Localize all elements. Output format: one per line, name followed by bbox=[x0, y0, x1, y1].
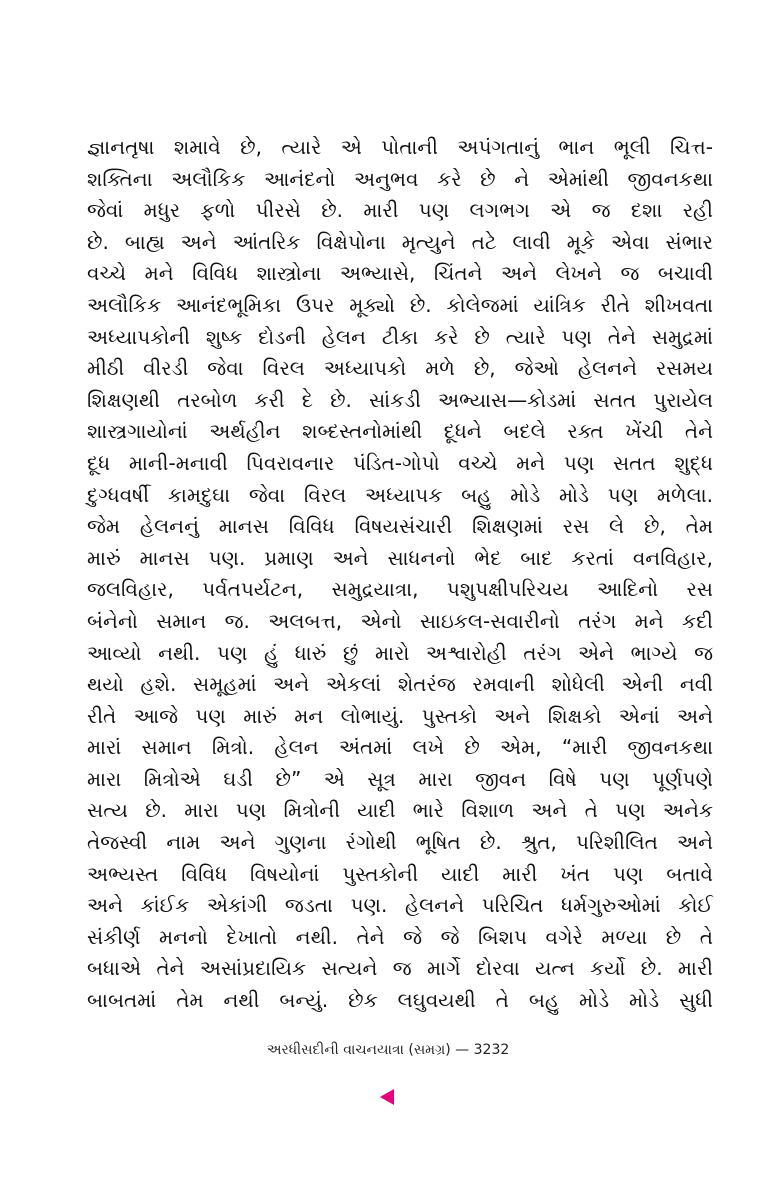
text-line: છે. બાહ્ય અને આંતરિક વિક્ષેપોના મૃત્યુને તટે લાવી મૂકે એવા સંભાર bbox=[87, 229, 713, 254]
text-line: જલવિહાર, પર્વતપર્યટન, સમુદ્રયાત્રા, પશુપક્ષીપરિચય આદિનો રસ bbox=[87, 577, 713, 602]
text-line: શાસ્ત્રગાયોનાં અર્થહીન શબ્દસ્તનોમાંથી દૂધને બદલે રક્ત ખેંચી તેને bbox=[87, 419, 713, 444]
text-line: મારું માનસ પણ. પ્રમાણ અને સાધનનો ભેદ બાદ કરતાં વનવિહાર, bbox=[87, 545, 713, 570]
text-line: અભ્યસ્ત વિવિધ વિષયોનાં પુસ્તકોની યાદી મારી ખંત પણ બતાવે bbox=[87, 861, 713, 886]
text-line: બધાએ તેને અસાંપ્રદાયિક સત્યને જ માર્ગે દોરવા યત્ન કર્યો છે. મારી bbox=[87, 956, 713, 981]
text-line: મારાં સમાન મિત્રો. હેલન અંતમાં લખે છે એમ, “મારી જીવનકથા bbox=[87, 735, 713, 760]
text-line: તેજસ્વી નામ અને ગુણના રંગોથી ભૂષિત છે. શ્રુત, પરિશીલિત અને bbox=[87, 830, 713, 855]
text-line: શક્તિના અલૌકિક આનંદનો અનુભવ કરે છે ને એમાંથી જીવનકથા bbox=[87, 166, 713, 191]
text-line: જેમ હેલનનું માનસ વિવિધ વિષયસંચારી શિક્ષણમાં રસ લે છે, તેમ bbox=[87, 514, 713, 539]
text-line: આવ્યો નથી. પણ હું ધારું છું મારો અશ્વારોહી તરંગ એને ભાગ્યે જ bbox=[87, 640, 713, 665]
text-line: મારા મિત્રોએ ઘડી છે” એ સૂત્ર મારા જીવન વિષે પણ પૂર્ણપણે bbox=[87, 766, 713, 791]
text-line: જ્ઞાનતૃષા શમાવે છે, ત્યારે એ પોતાની અપંગતાનું ભાન ભૂલી ચિત્ત- bbox=[87, 135, 713, 159]
text-line: બાબતમાં તેમ નથી બન્યું. છેક લઘુવયથી તે બહુ મોડે મોડે સુધી bbox=[87, 988, 713, 1013]
text-line: અલૌકિક આનંદભૂમિકા ઉપર મૂક્યો છે. કોલેજમાં યાંત્રિક રીતે શીખવતા bbox=[87, 292, 713, 317]
text-line: દૂધ માની-મનાવી પિવરાવનાર પંડિત-ગોપો વચ્ચે મને પણ સતત શુદ્ધ bbox=[87, 450, 713, 475]
page-footer: અરધીસદીની વાચનયાત્રા (સમગ્ર) — 3232 bbox=[266, 1042, 510, 1058]
text-line: મીઠી વીરડી જેવા વિરલ અધ્યાપકો મળે છે, જેઓ હેલનને રસમય bbox=[87, 356, 713, 381]
text-line: વચ્ચે મને વિવિધ શાસ્ત્રોના અભ્યાસે, ચિંતને અને લેખને જ બચાવી bbox=[87, 261, 713, 286]
text-line: દુગ્ધવર્ષી કામદુઘા જેવા વિરલ અધ્યાપક બહુ મોડે મોડે પણ મળેલા. bbox=[87, 482, 713, 507]
text-line: અધ્યાપકોની શુષ્ક દોડની હેલન ટીકા કરે છે ત્યારે પણ તેને સમુદ્રમાં bbox=[87, 324, 713, 349]
text-line: રીતે આજે પણ મારું મન લોભાયું. પુસ્તકો અને શિક્ષકો એનાં અને bbox=[87, 703, 713, 728]
text-line: બંનેનો સમાન જ. અલબત્ત, એનો સાઇકલ-સવારીનો તરંગ મને કદી bbox=[87, 608, 713, 633]
text-line: અને કાંઈક એકાંગી જડતા પણ. હેલનને પરિચિત ધર્મગુરુઓમાં કોઈ bbox=[87, 893, 713, 918]
body-text bbox=[87, 132, 713, 1017]
text-line: શિક્ષણથી તરબોળ કરી દે છે. સાંકડી અભ્યાસ—કોડમાં સતત પુરાયેલ bbox=[87, 387, 713, 412]
text-line: સંકીર્ણ મનનો દેખાતો નથી. તેને જે જે બિશપ વગેરે મળ્યા છે તે bbox=[87, 924, 713, 949]
text-line: સત્ય છે. મારા પણ મિત્રોની યાદી ભારે વિશાળ અને તે પણ અનેક bbox=[87, 798, 713, 823]
text-line: થયો હશે. સમૂહમાં અને એકલાં શેતરંજ રમવાની શોધેલી એની નવી bbox=[87, 672, 713, 697]
previous-page-triangle-left-icon[interactable] bbox=[380, 1089, 394, 1105]
text-line: જેવાં મધુર ફળો પીરસે છે. મારી પણ લગભગ એ જ દશા રહી bbox=[87, 198, 713, 223]
